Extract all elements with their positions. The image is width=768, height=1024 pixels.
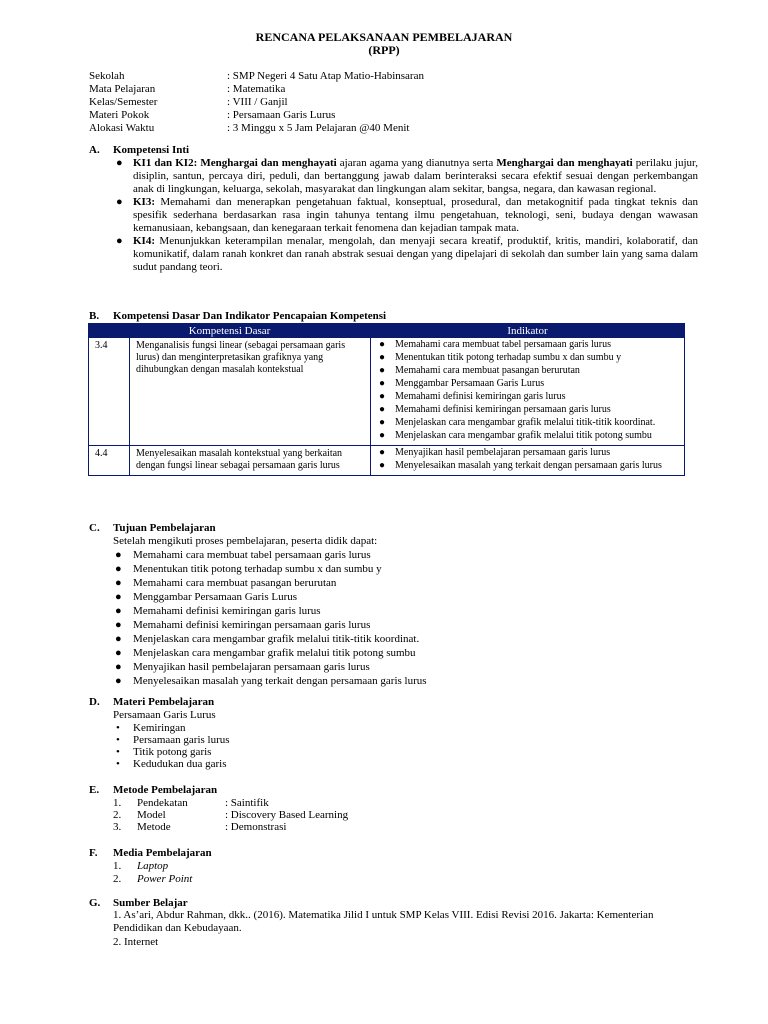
identity-value: : SMP Negeri 4 Satu Atap Matio-Habinsaran (227, 70, 424, 82)
list-item: ● Memahami definisi kemiringan garis lurus (115, 605, 321, 617)
section-d-heading: D. Materi Pembelajaran (89, 696, 215, 708)
list-item: ● Memahami cara membuat pasangan berurutan (115, 577, 337, 589)
kd-text: Menyelesaikan masalah kontekstual yang berkaitan dengan fungsi linear sebagai persamaan garis lurus (130, 446, 371, 476)
identity-label: Kelas/Semester (89, 96, 158, 108)
identity-value: : 3 Minggu x 5 Jam Pelajaran @40 Menit (227, 122, 410, 134)
list-item: 1. Pendekatan : Saintifik (113, 797, 269, 809)
list-item: ● Memahami definisi kemiringan garis lurus (379, 391, 566, 402)
list-item: • Persamaan garis lurus (116, 734, 230, 746)
identity-value: : Persamaan Garis Lurus (227, 109, 336, 121)
identity-row (89, 83, 424, 96)
list-item: ● Menyajikan hasil pembelajaran persamaan garis lurus (379, 447, 611, 458)
identity-row (89, 122, 424, 135)
document-title: RENCANA PELAKSANAAN PEMBELAJARAN (255, 30, 513, 44)
identity-row (89, 96, 424, 109)
list-item: ● Menentukan titik potong terhadap sumbu x dan sumbu y (115, 563, 382, 575)
list-item: ● Menggambar Persamaan Garis Lurus (115, 591, 298, 603)
identity-label: Alokasi Waktu (89, 122, 155, 134)
tujuan-list (113, 549, 427, 689)
section-e-heading: E. Metode Pembelajaran (89, 784, 218, 796)
list-item: ● Menjelaskan cara mengambar grafik melalui titik potong sumbu (115, 647, 416, 659)
identity-value: : Matematika (227, 83, 286, 95)
section-b-heading: B. Kompetensi Dasar Dan Indikator Pencapaian Kompetensi (89, 310, 387, 322)
list-item: ● Memahami definisi kemiringan persamaan garis lurus (379, 404, 611, 415)
list-item: 2. Model : Discovery Based Learning (113, 809, 349, 821)
kd-text: Menganalisis fungsi linear (sebagai persamaan garis lurus) dan menginterpretasikan grafiknya yang dihubungkan dengan masalah kontekstual (130, 338, 371, 446)
sumber-ref-2: 2. Internet (113, 936, 159, 948)
list-item: • Kemiringan (116, 722, 186, 734)
identity-block (89, 70, 424, 135)
list-item: ● Menjelaskan cara mengambar grafik melalui titik potong sumbu (379, 430, 652, 441)
indikator-cell (371, 338, 685, 446)
list-item: ● Menggambar Persamaan Garis Lurus (379, 378, 545, 389)
ki3-item: ● KI3: Memahami dan menerapkan pengetahuan faktual, konseptual, prosedural, dan metakognitif pada tingkat teknis dan spesifik sederhana berdasarkan rasa ingin tahunya tentang ilmu pengetahuan, teknologi, seni, budaya dengan wawasan kemanusiaan, kebangsaan, dan kenegaraan terkait fenomena dan kejadian tampak mata. (116, 196, 698, 234)
list-item: ● Menjelaskan cara mengambar grafik melalui titik-titik koordinat. (115, 633, 420, 645)
list-item: • Titik potong garis (116, 746, 212, 758)
list-item: ● Menyelesaikan masalah yang terkait dengan persamaan garis lurus (115, 675, 427, 687)
list-item: ● Memahami cara membuat pasangan berurutan (379, 365, 580, 376)
media-list (113, 860, 192, 886)
column-header-indikator: Indikator (371, 324, 685, 338)
table-row (89, 446, 685, 476)
list-item: • Kedudukan dua garis (116, 758, 227, 770)
ki12-item: ● KI1 dan KI2: Menghargai dan menghayati ajaran agama yang dianutnya serta Menghargai dan menghayati perilaku jujur, disiplin, santun, percaya diri, peduli, dan bertanggung jawab dalam berinteraksi secara efektif sesuai dengan perkembangan anak di lingkungan, keluarga, sekolah, masyarakat dan lingkungan alam sekitar, bangsa, negara, dan kawasan regional. (116, 157, 699, 195)
identity-label: Mata Pelajaran (89, 83, 156, 95)
list-item: ● Menentukan titik potong terhadap sumbu x dan sumbu y (379, 352, 622, 363)
list-item: 2. Power Point (113, 873, 193, 885)
list-item: ● Menjelaskan cara mengambar grafik melalui titik-titik koordinat. (379, 417, 656, 428)
list-item: ● Menyelesaikan masalah yang terkait dengan persamaan garis lurus (379, 460, 662, 471)
tujuan-intro: Setelah mengikuti proses pembelajaran, peserta didik dapat: (113, 535, 378, 547)
identity-row (89, 109, 424, 122)
identity-row (89, 70, 424, 83)
materi-intro: Persamaan Garis Lurus (113, 709, 216, 721)
ki4-item: ● KI4: Menunjukkan keterampilan menalar, mengolah, dan menyaji secara kreatif, produktif, kritis, mandiri, kolaboratif, dan komunikatif, dalam ranah konkret dan ranah abstrak sesuai dengan yang dipelajari di sekolah dan sumber lain yang sama dalam sudut pandang teori. (116, 235, 698, 273)
list-item: ● Memahami cara membuat tabel persamaan garis lurus (379, 339, 612, 350)
kompetensi-inti-list (113, 157, 698, 274)
list-item: ● Memahami cara membuat tabel persamaan garis lurus (115, 549, 371, 561)
table-row (89, 338, 685, 446)
kd-number: 3.4 (89, 338, 130, 446)
list-item: ● Menyajikan hasil pembelajaran persamaan garis lurus (115, 661, 370, 673)
column-header-kd: Kompetensi Dasar (89, 324, 371, 338)
list-item: ● Memahami definisi kemiringan persamaan garis lurus (115, 619, 371, 631)
document-subtitle: (RPP) (368, 43, 400, 57)
identity-value: : VIII / Ganjil (227, 96, 288, 108)
sumber-ref-1: 1. As’ari, Abdur Rahman, dkk.. (2016). Matematika Jilid I untuk SMP Kelas VIII. Edisi Revisi 2016. Jakarta: Kementerian Pendidikan dan Kebudayaan. (113, 909, 654, 934)
metode-list (113, 797, 348, 833)
section-c-heading: C. Tujuan Pembelajaran (89, 522, 216, 534)
identity-label: Sekolah (89, 70, 125, 82)
kd-indikator-table (88, 323, 685, 476)
indikator-cell (371, 446, 685, 476)
section-a-heading: A. Kompetensi Inti (89, 144, 190, 156)
kd-number: 4.4 (89, 446, 130, 476)
section-f-heading: F. Media Pembelajaran (89, 847, 212, 859)
list-item: 1. Laptop (113, 860, 169, 872)
identity-label: Materi Pokok (89, 109, 150, 121)
section-g-heading: G. Sumber Belajar (89, 897, 188, 909)
materi-list (113, 722, 230, 770)
list-item: 3. Metode : Demonstrasi (113, 821, 287, 833)
